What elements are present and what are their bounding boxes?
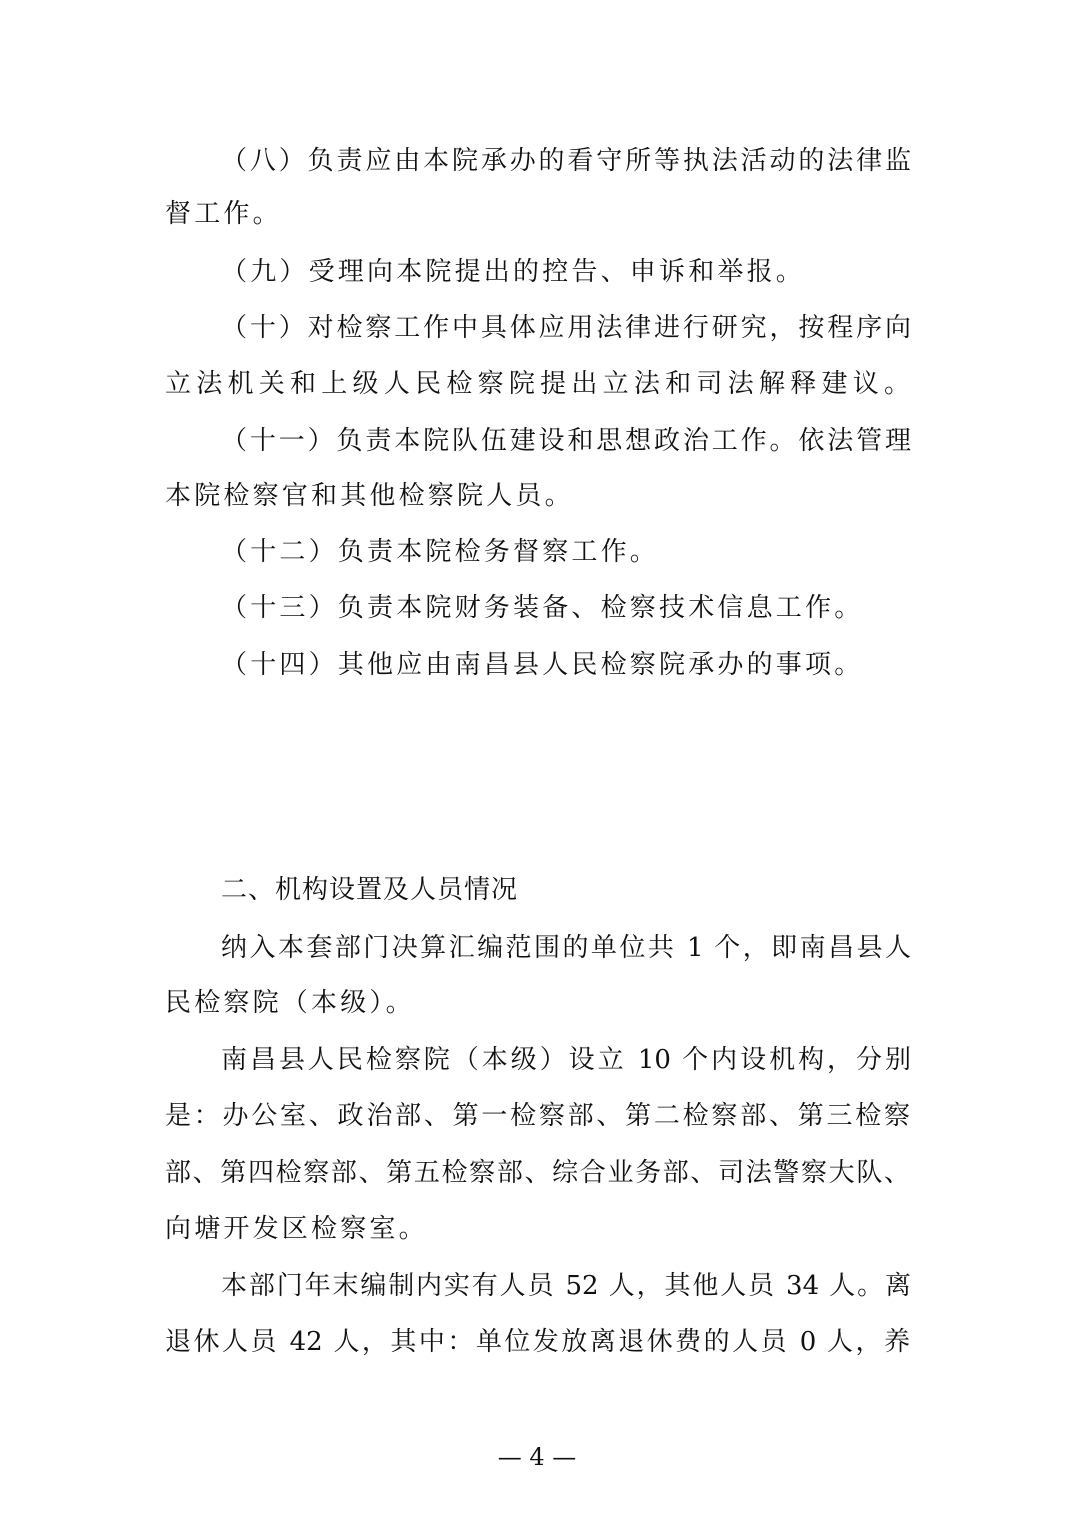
- paragraph-line: （十三）负责本院财务装备、检察技术信息工作。: [221, 593, 864, 623]
- paragraph-line: 部、第四检察部、第五检察部、综合业务部、司法警察大队、: [165, 1158, 910, 1188]
- paragraph-line: 本院检察官和其他检察院人员。: [165, 481, 574, 511]
- page-number: — 4 —: [497, 1443, 577, 1471]
- paragraph-line: （九）受理向本院提出的控告、申诉和举报。: [221, 257, 806, 287]
- paragraph-line: （十）对检察工作中具体应用法律进行研究，按程序向: [221, 313, 911, 343]
- paragraph-line: 向塘开发区检察室。: [165, 1214, 428, 1244]
- paragraph-line: （十二）负责本院检务督察工作。: [221, 537, 660, 567]
- paragraph-line: 立法机关和上级人民检察院提出立法和司法解释建议。: [165, 369, 910, 399]
- paragraph-line: 本部门年末编制内实有人员 52 人，其他人员 34 人。离: [221, 1271, 911, 1301]
- paragraph-line: （十一）负责本院队伍建设和思想政治工作。依法管理: [221, 426, 911, 456]
- section-heading: 二、机构设置及人员情况: [221, 875, 519, 905]
- paragraph-line: 退休人员 42 人，其中：单位发放离退休费的人员 0 人，养: [165, 1327, 910, 1357]
- paragraph-line: 是：办公室、政治部、第一检察部、第二检察部、第三检察: [165, 1101, 910, 1131]
- paragraph-line: （八）负责应由本院承办的看守所等执法活动的法律监: [221, 146, 911, 176]
- paragraph-line: 督工作。: [165, 199, 282, 229]
- paragraph-line: 民检察院（本级）。: [165, 988, 415, 1018]
- paragraph-line: 纳入本套部门决算汇编范围的单位共 1 个，即南昌县人: [221, 933, 911, 963]
- paragraph-line: 南昌县人民检察院（本级）设立 10 个内设机构，分别: [221, 1045, 911, 1075]
- paragraph-line: （十四）其他应由南昌县人民检察院承办的事项。: [221, 650, 864, 680]
